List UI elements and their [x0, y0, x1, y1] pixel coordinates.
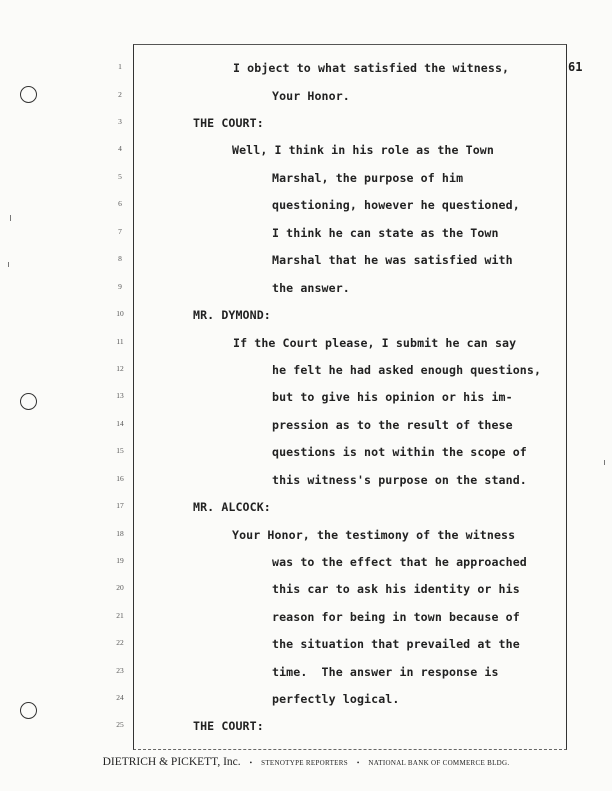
transcript-line: time. The answer in response is [272, 665, 499, 679]
firm-service: STENOTYPE REPORTERS [261, 759, 348, 767]
line-number: 23 [116, 666, 124, 675]
line-number: 13 [116, 391, 124, 400]
line-number: 14 [116, 419, 124, 428]
transcript-line: but to give his opinion or his im- [272, 390, 513, 404]
transcript-line: Your Honor. [272, 89, 350, 103]
footer-separator: • [249, 759, 253, 767]
firm-address: NATIONAL BANK OF COMMERCE BLDG. [368, 759, 510, 767]
line-number: 18 [116, 529, 124, 538]
line-number: 2 [118, 90, 122, 99]
scan-speck [10, 215, 11, 221]
line-number: 22 [116, 638, 124, 647]
line-number: 19 [116, 556, 124, 565]
transcript-line: Well, I think in his role as the Town [232, 143, 494, 157]
line-number: 9 [118, 282, 122, 291]
transcript-line: reason for being in town because of [272, 610, 520, 624]
transcript-line: perfectly logical. [272, 692, 400, 706]
transcript-line: If the Court please, I submit he can say [233, 336, 517, 350]
speaker-label: THE COURT: [193, 719, 264, 733]
transcript-line: I object to what satisfied the witness, [233, 61, 510, 75]
line-number: 21 [116, 611, 124, 620]
line-number: 16 [116, 474, 124, 483]
line-number: 7 [118, 227, 122, 236]
transcript-line: questions is not within the scope of [272, 445, 527, 459]
transcript-line: was to the effect that he approached [272, 555, 527, 569]
line-number: 3 [118, 117, 122, 126]
transcript-line: Marshal that he was satisfied with [272, 253, 513, 267]
transcript-line: the situation that prevailed at the [272, 637, 520, 651]
binder-hole-middle [20, 393, 37, 410]
line-number: 10 [116, 309, 124, 318]
line-number: 15 [116, 446, 124, 455]
binder-hole-bottom [20, 702, 37, 719]
transcript-line: Marshal, the purpose of him [272, 171, 464, 185]
line-number: 20 [116, 583, 124, 592]
line-number: 6 [118, 199, 122, 208]
scan-speck [604, 460, 605, 465]
speaker-label: MR. DYMOND: [193, 308, 271, 322]
line-number: 1 [118, 62, 122, 71]
line-number: 8 [118, 254, 122, 263]
speaker-label: MR. ALCOCK: [193, 500, 271, 514]
scan-speck [8, 262, 9, 267]
line-number: 5 [118, 172, 122, 181]
transcript-line: I think he can state as the Town [272, 226, 499, 240]
transcript-line: this witness's purpose on the stand. [272, 473, 527, 487]
firm-name: DIETRICH & PICKETT, Inc. [102, 756, 241, 768]
line-number: 12 [116, 364, 124, 373]
line-number: 11 [116, 337, 124, 346]
line-number: 24 [116, 693, 124, 702]
transcript-line: pression as to the result of these [272, 418, 513, 432]
transcript-line: he felt he had asked enough questions, [272, 363, 542, 377]
transcript-line: Your Honor, the testimony of the witness [232, 528, 516, 542]
speaker-label: THE COURT: [193, 116, 264, 130]
transcript-line: the answer. [272, 281, 350, 295]
transcript-line: questioning, however he questioned, [272, 198, 520, 212]
line-number: 4 [118, 144, 122, 153]
line-number: 17 [116, 501, 124, 510]
binder-hole-top [20, 86, 37, 103]
page-number: 61 [568, 60, 583, 74]
line-number: 25 [116, 720, 124, 729]
reporter-footer [0, 752, 612, 770]
footer-separator: • [356, 759, 360, 767]
transcript-line: this car to ask his identity or his [272, 582, 520, 596]
